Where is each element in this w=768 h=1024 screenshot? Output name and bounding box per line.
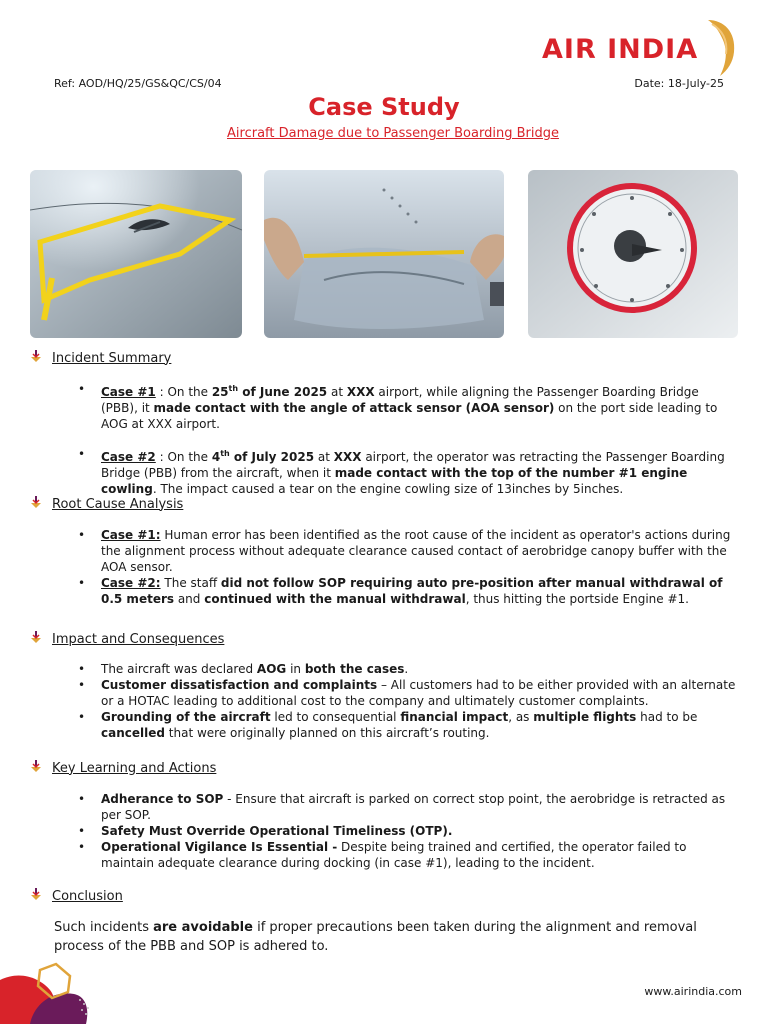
bullet-arrow-icon xyxy=(30,350,44,366)
section-impact xyxy=(30,631,224,647)
page-title: Case Study xyxy=(308,93,460,121)
list-item: • Case #2: The staff did not follow SOP requiring auto pre-position after manual withdrawal of 0.5 meters and continued with the manual withdrawal, thus hitting the portside Engine #1. xyxy=(78,575,738,607)
bullet-arrow-icon xyxy=(30,760,44,776)
air-india-logo xyxy=(540,18,750,78)
section-heading: Impact and Consequences xyxy=(52,631,225,647)
section-incident-summary xyxy=(30,350,171,366)
photo-aoa-sensor-damage xyxy=(30,170,242,338)
list-item: • Case #1 : On the 25th of June 2025 at XXX airport, while aligning the Passenger Boarding Bridge (PBB), it made contact with the angle of attack sensor (AOA sensor) on the port side leading to AOG at XXX airport. xyxy=(78,381,738,432)
incident-list xyxy=(78,381,738,497)
section-root-cause xyxy=(30,496,183,512)
list-item: • Adherance to SOP - Ensure that aircraft is parked on correct stop point, the aerobridge is retracted as per SOP. xyxy=(78,791,738,823)
list-item: • Operational Vigilance Is Essential - Despite being trained and certified, the operator failed to maintain adequate clearance during docking (in case #1), leading to the incident. xyxy=(78,839,738,871)
bullet-arrow-icon xyxy=(30,496,44,512)
list-item: • Case #1: Human error has been identified as the root cause of the incident as operator's actions during the alignment process without adequate clearance caused contact of aerobridge canopy buffer with the AOA sensor. xyxy=(78,527,738,575)
bullet-arrow-icon xyxy=(30,888,44,904)
photo-sensor-port xyxy=(528,170,738,338)
impact-list xyxy=(78,661,738,741)
logo-swirl-icon xyxy=(690,18,746,78)
document-date: Date: 18-July-25 xyxy=(634,77,724,90)
section-conclusion xyxy=(30,888,123,904)
corner-decoration-icon xyxy=(0,960,110,1024)
list-item: • Case #2 : On the 4th of July 2025 at XXX airport, the operator was retracting the Passenger Boarding Bridge (PBB) from the aircraft, when it made contact with the top of the number #1 engine cowling. The impact caused a tear on the engine cowling size of 13inches by 5inches. xyxy=(78,446,738,497)
footer-website-link[interactable]: www.airindia.com xyxy=(644,985,742,998)
list-item: • Customer dissatisfaction and complaints – All customers had to be either provided with an alternate or a HOTAC leading to additional cost to the company and ultimately customer complaints. xyxy=(78,677,738,709)
root-cause-list xyxy=(78,527,738,607)
bullet-arrow-icon xyxy=(30,631,44,647)
learning-list xyxy=(78,791,738,871)
section-key-learning xyxy=(30,760,216,776)
reference-number: Ref: AOD/HQ/25/GS&QC/CS/04 xyxy=(54,77,222,90)
section-heading: Key Learning and Actions xyxy=(52,760,217,776)
conclusion-text: Such incidents are avoidable if proper precautions been taken during the alignment and removal process of the PBB and SOP is adhered to. xyxy=(54,920,697,954)
section-heading: Conclusion xyxy=(52,888,123,904)
photo-engine-cowling-tear xyxy=(264,170,504,338)
list-item: • The aircraft was declared AOG in both the cases. xyxy=(78,661,738,677)
section-heading: Incident Summary xyxy=(52,350,172,366)
section-heading: Root Cause Analysis xyxy=(52,496,184,512)
list-item: • Safety Must Override Operational Timeliness (OTP). xyxy=(78,823,738,839)
list-item: • Grounding of the aircraft led to consequential financial impact, as multiple flights had to be cancelled that were originally planned on this aircraft’s routing. xyxy=(78,709,738,741)
page-subtitle: Aircraft Damage due to Passenger Boarding Bridge xyxy=(227,126,559,141)
brand-name: AIR INDIA xyxy=(542,34,699,65)
